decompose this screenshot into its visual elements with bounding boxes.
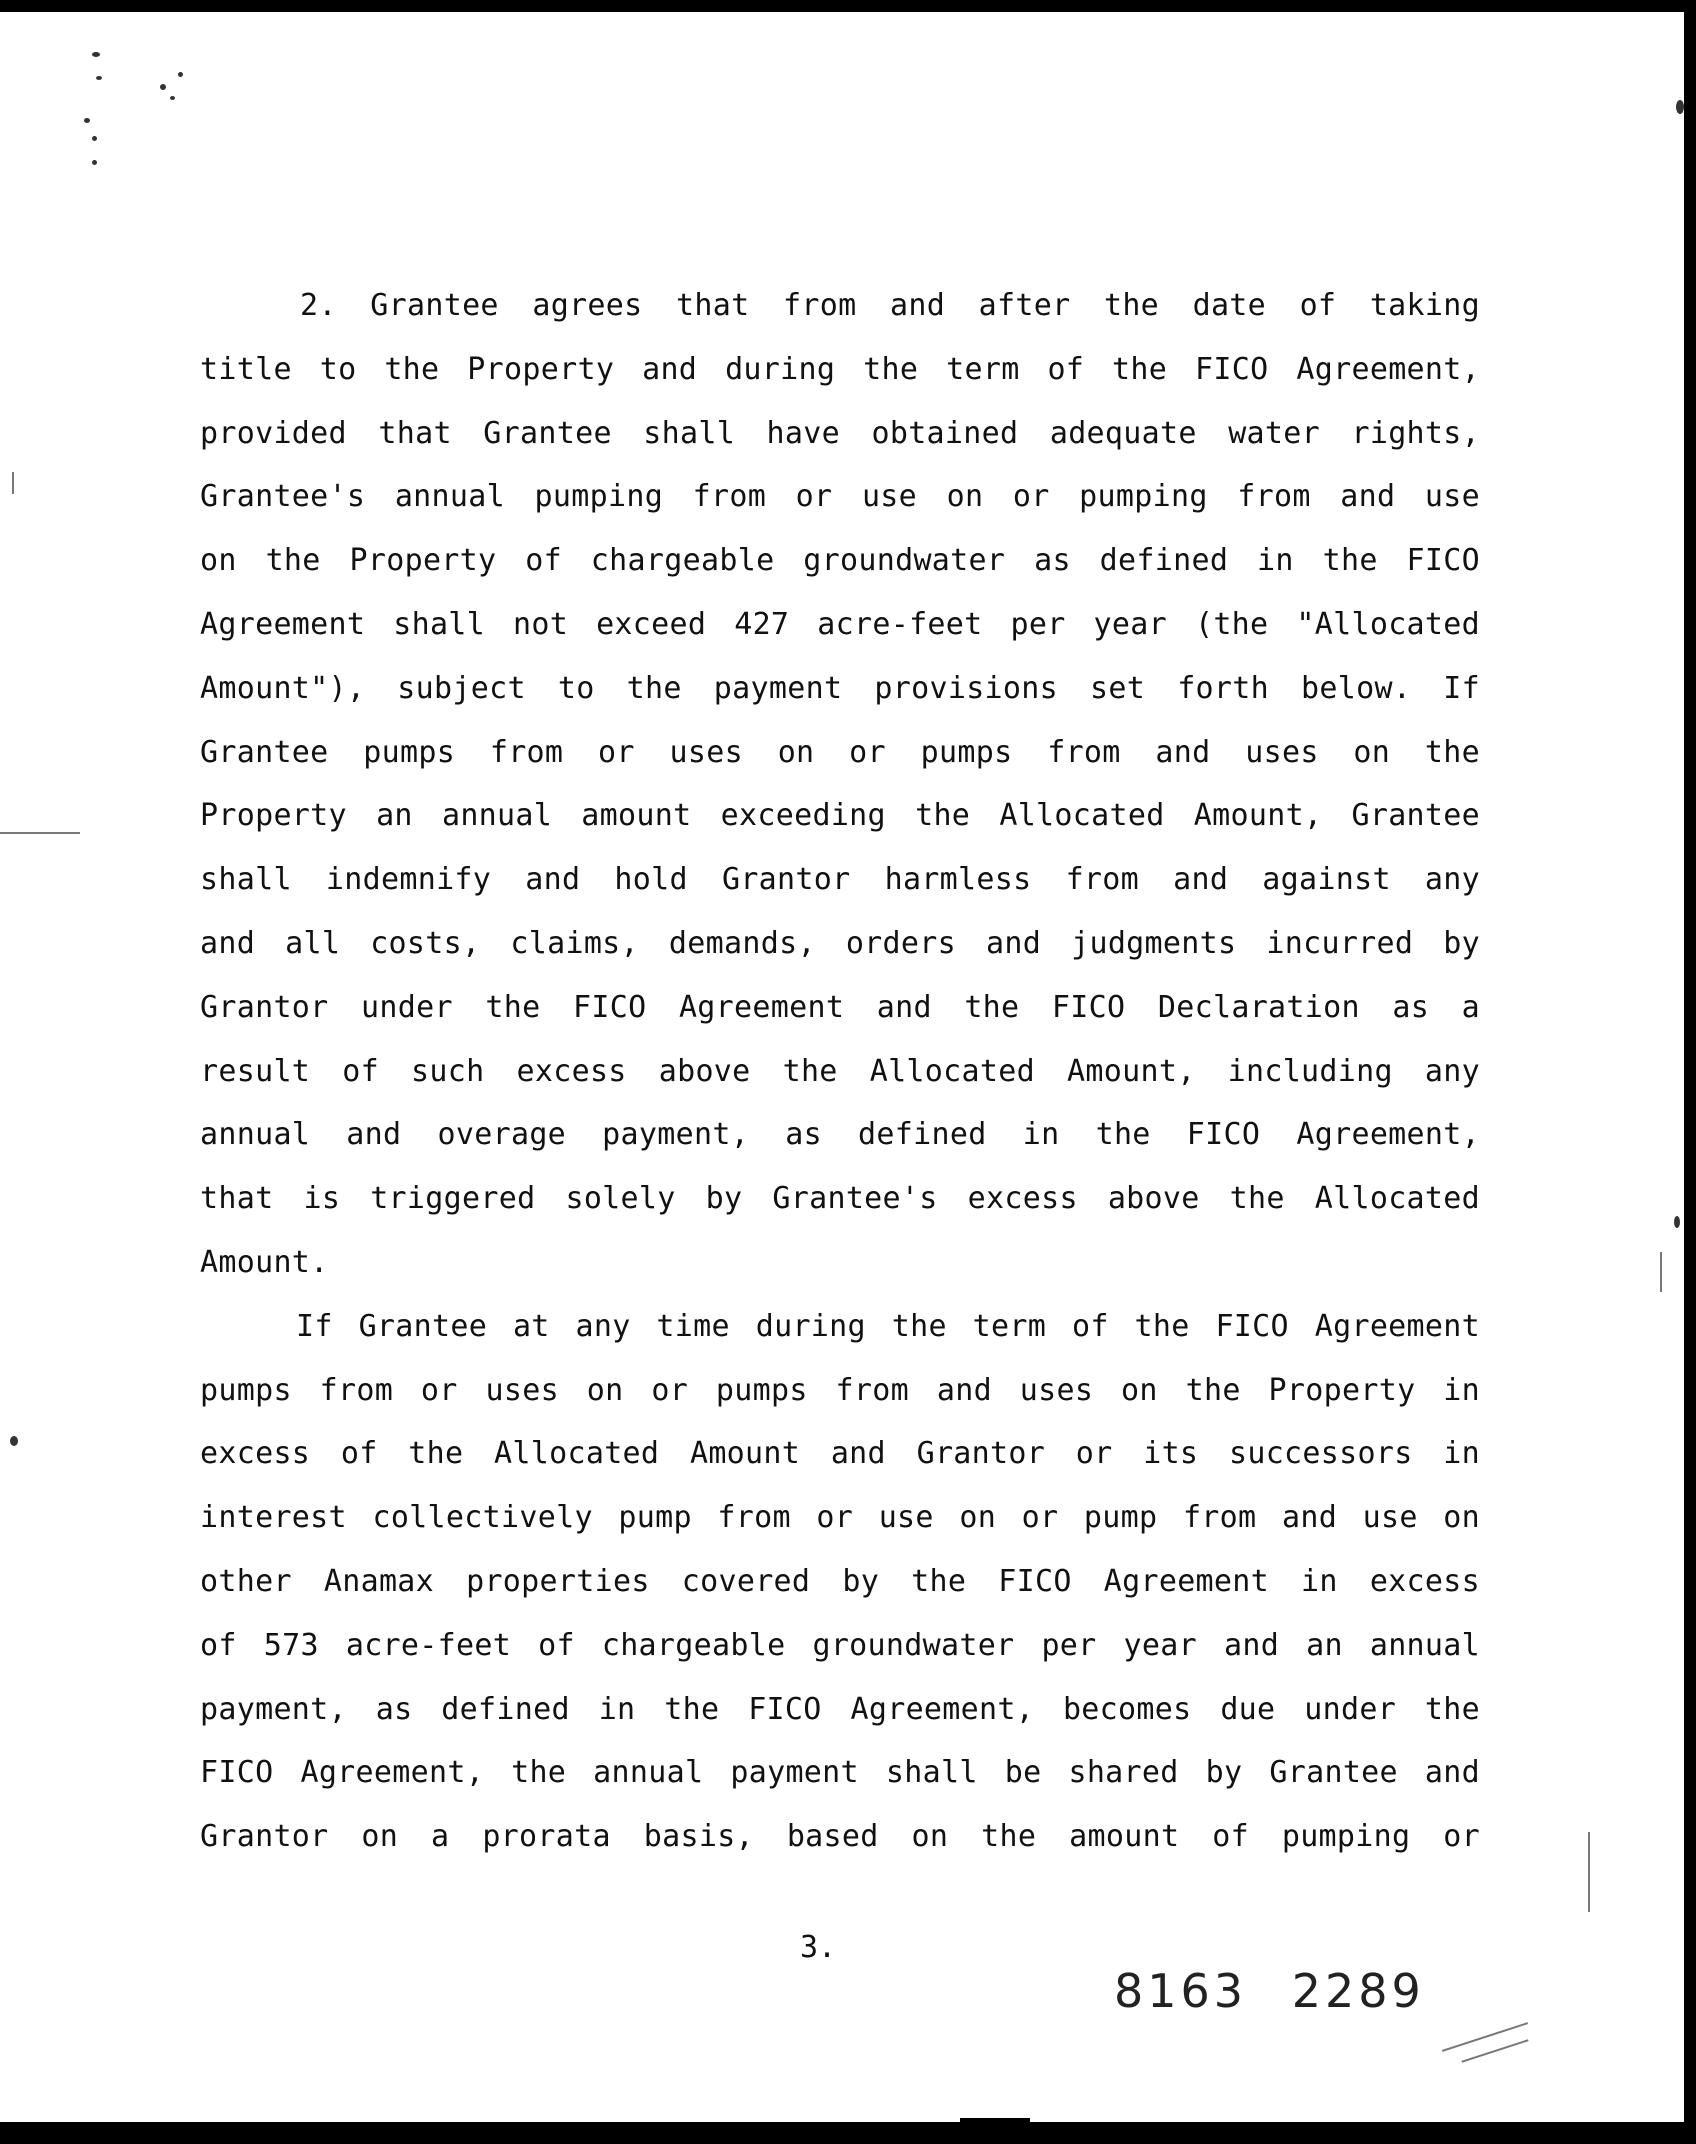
text-line: interest collectively pump from or use on or pump from and use on xyxy=(200,1500,1480,1536)
scan-speck xyxy=(92,52,100,57)
text-line: Amount. xyxy=(200,1244,329,1280)
body-text xyxy=(200,274,1480,1869)
scan-speck xyxy=(92,160,97,165)
text-line: on the Property of chargeable groundwater as defined in the FICO xyxy=(200,543,1480,579)
scan-speck xyxy=(170,96,175,100)
scan-streak xyxy=(12,472,14,494)
text-line: title to the Property and during the term of the FICO Agreement, xyxy=(200,351,1480,387)
text-line: provided that Grantee shall have obtained adequate water rights, xyxy=(200,415,1480,451)
scan-speck xyxy=(1676,100,1684,114)
document-id-number: 8163 2289 xyxy=(1114,1964,1425,2018)
text-line: result of such excess above the Allocated Amount, including any xyxy=(200,1053,1480,1089)
text-line: other Anamax properties covered by the FICO Agreement in excess xyxy=(200,1563,1480,1599)
text-line: Grantor under the FICO Agreement and the FICO Declaration as a xyxy=(200,989,1480,1025)
scan-speck xyxy=(178,72,183,77)
scan-speck xyxy=(84,118,90,123)
page-number: 3. xyxy=(800,1930,837,1965)
text-line: Property an annual amount exceeding the Allocated Amount, Grantee xyxy=(200,798,1480,834)
text-line: annual and overage payment, as defined in the FICO Agreement, xyxy=(200,1117,1480,1153)
scan-speck xyxy=(1674,1216,1680,1228)
text-line: Grantor on a prorata basis, based on the amount of pumping or xyxy=(200,1819,1480,1855)
document-page xyxy=(0,12,1684,2122)
text-line: 2. Grantee agrees that from and after the date of taking xyxy=(300,288,1480,323)
text-line: shall indemnify and hold Grantor harmless from and against any xyxy=(200,862,1480,898)
text-line: excess of the Allocated Amount and Grantor or its successors in xyxy=(200,1436,1480,1472)
scan-streak xyxy=(1588,1832,1590,1912)
scan-border-bottom xyxy=(960,2118,1030,2144)
scan-speck xyxy=(10,1436,18,1446)
text-line: of 573 acre-feet of chargeable groundwater per year and an annual xyxy=(200,1627,1480,1663)
scan-speck xyxy=(96,76,102,80)
text-line: payment, as defined in the FICO Agreement, becomes due under the xyxy=(200,1691,1480,1727)
text-line: pumps from or uses on or pumps from and uses on the Property in xyxy=(200,1372,1480,1408)
scan-speck xyxy=(160,84,166,90)
text-line: Grantee's annual pumping from or use on or pumping from and use xyxy=(200,479,1480,515)
scan-streak xyxy=(1461,2039,1528,2063)
scan-streak xyxy=(1660,1252,1662,1292)
scan-streak xyxy=(1442,2022,1528,2052)
scan-speck xyxy=(92,136,97,141)
text-line: FICO Agreement, the annual payment shall be shared by Grantee and xyxy=(200,1755,1480,1791)
text-line: Grantee pumps from or uses on or pumps from and uses on the xyxy=(200,734,1480,770)
text-line: Amount"), subject to the payment provisions set forth below. If xyxy=(200,670,1480,706)
scan-streak xyxy=(0,832,80,834)
text-line: that is triggered solely by Grantee's excess above the Allocated xyxy=(200,1181,1480,1217)
text-line: If Grantee at any time during the term of the FICO Agreement xyxy=(296,1308,1480,1344)
text-line: Agreement shall not exceed 427 acre-feet per year (the "Allocated xyxy=(200,606,1480,642)
text-line: and all costs, claims, demands, orders and judgments incurred by xyxy=(200,925,1480,961)
